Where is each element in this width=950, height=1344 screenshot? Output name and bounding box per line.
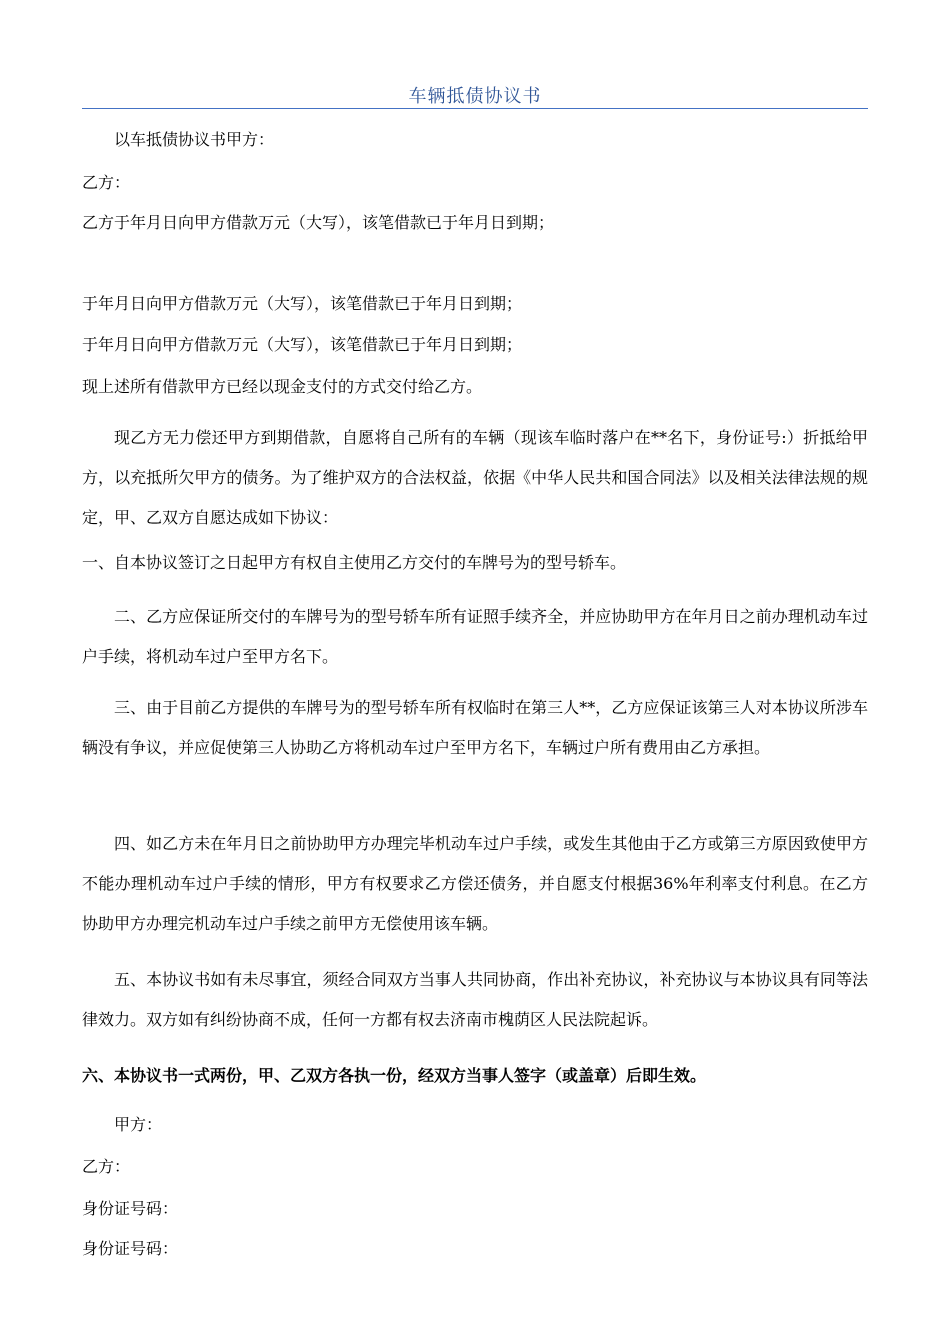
preamble-paragraph: 现乙方无力偿还甲方到期借款，自愿将自己所有的车辆（现该车临时落户在**名下，身份证号:）折抵给甲方，以充抵所欠甲方的债务。为了维护双方的合法权益，依据《中华人民共和国合同法》以及相关法律法规的规定，甲、乙双方自愿达成如下协议： [82, 428, 868, 527]
clause-2: 二、乙方应保证所交付的车牌号为的型号轿车所有证照手续齐全，并应协助甲方在年月日之前办理机动车过户手续，将机动车过户至甲方名下。 [82, 607, 868, 666]
signature-party-b: 乙方： [82, 1157, 131, 1176]
loan-line-3: 于年月日向甲方借款万元（大写），该笔借款已于年月日到期； [82, 335, 523, 354]
intro-party-b: 乙方： [82, 173, 131, 192]
clause-6: 六、本协议书一式两份，甲、乙双方各执一份，经双方当事人签字（或盖章）后即生效。 [82, 1066, 707, 1085]
clause-4: 四、如乙方未在年月日之前协助甲方办理完毕机动车过户手续，或发生其他由于乙方或第三方原因致使甲方不能办理机动车过户手续的情形，甲方有权要求乙方偿还债务，并自愿支付根据36%年利率支付利息。在乙方协助甲方办理完机动车过户手续之前甲方无偿使用该车辆。 [82, 834, 868, 933]
clause-5: 五、本协议书如有未尽事宜，须经合同双方当事人共同协商，作出补充协议，补充协议与本协议具有同等法律效力。双方如有纠纷协商不成，任何一方都有权去济南市槐荫区人民法院起诉。 [82, 970, 868, 1029]
clause-3: 三、由于目前乙方提供的车牌号为的型号轿车所有权临时在第三人**，乙方应保证该第三人对本协议所涉车辆没有争议，并应促使第三人协助乙方将机动车过户至甲方名下，车辆过户所有费用由乙方承担。 [82, 698, 868, 757]
cash-paid-line: 现上述所有借款甲方已经以现金支付的方式交付给乙方。 [82, 377, 483, 396]
header-divider [82, 108, 868, 109]
clause-1: 一、自本协议签订之日起甲方有权自主使用乙方交付的车牌号为的型号轿车。 [82, 553, 627, 572]
loan-line-2: 于年月日向甲方借款万元（大写），该笔借款已于年月日到期； [82, 294, 523, 313]
signature-id-2: 身份证号码： [82, 1239, 179, 1258]
signature-party-a: 甲方： [114, 1115, 163, 1134]
document-header-title: 车辆抵债协议书 [408, 86, 542, 107]
signature-id-1: 身份证号码： [82, 1199, 179, 1218]
loan-line-1: 乙方于年月日向甲方借款万元（大写），该笔借款已于年月日到期； [82, 213, 555, 232]
intro-party-a: 以车抵债协议书甲方： [114, 130, 275, 149]
